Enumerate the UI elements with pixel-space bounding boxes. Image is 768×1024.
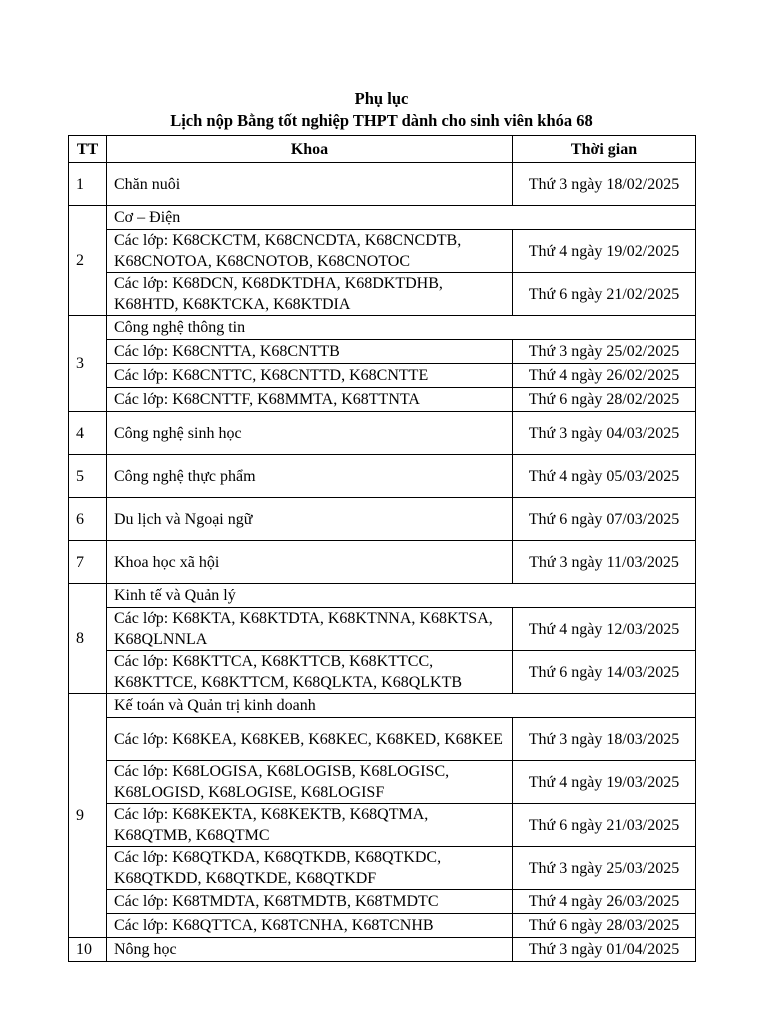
class-list: Các lớp: K68CNTTA, K68CNTTB (107, 340, 513, 364)
table-subrow (69, 364, 696, 388)
submission-date: Thứ 4 ngày 12/03/2025 (513, 608, 696, 651)
row-number: 10 (69, 938, 107, 962)
class-list: Các lớp: K68QTTCA, K68TCNHA, K68TCNHB (107, 914, 513, 938)
table-row (69, 938, 696, 962)
table-subrow (69, 340, 696, 364)
row-number: 5 (69, 455, 107, 498)
submission-date: Thứ 3 ngày 11/03/2025 (513, 541, 696, 584)
table-subrow (69, 230, 696, 273)
column-header-khoa: Khoa (107, 136, 513, 163)
row-number: 9 (69, 694, 107, 938)
row-number: 4 (69, 412, 107, 455)
row-number: 3 (69, 316, 107, 412)
table-subrow (69, 847, 696, 890)
faculty-name: Chăn nuôi (107, 163, 513, 206)
class-list: Các lớp: K68LOGISA, K68LOGISB, K68LOGISC, K68LOGISD, K68LOGISE, K68LOGISF (107, 761, 513, 804)
faculty-name: Kế toán và Quản trị kinh doanh (107, 694, 696, 718)
column-header-time: Thời gian (513, 136, 696, 163)
submission-date: Thứ 6 ngày 07/03/2025 (513, 498, 696, 541)
schedule-table (68, 135, 696, 962)
submission-date: Thứ 6 ngày 28/02/2025 (513, 388, 696, 412)
submission-date: Thứ 3 ngày 25/02/2025 (513, 340, 696, 364)
class-list: Các lớp: K68QTKDA, K68QTKDB, K68QTKDC, K68QTKDD, K68QTKDE, K68QTKDF (107, 847, 513, 890)
submission-date: Thứ 3 ngày 01/04/2025 (513, 938, 696, 962)
row-number: 1 (69, 163, 107, 206)
faculty-name: Kinh tế và Quản lý (107, 584, 696, 608)
faculty-name: Công nghệ sinh học (107, 412, 513, 455)
submission-date: Thứ 4 ngày 05/03/2025 (513, 455, 696, 498)
table-subrow (69, 273, 696, 316)
class-list: Các lớp: K68CNTTC, K68CNTTD, K68CNTTE (107, 364, 513, 388)
submission-date: Thứ 3 ngày 25/03/2025 (513, 847, 696, 890)
submission-date: Thứ 4 ngày 19/02/2025 (513, 230, 696, 273)
table-subrow (69, 761, 696, 804)
submission-date: Thứ 6 ngày 14/03/2025 (513, 651, 696, 694)
class-list: Các lớp: K68DCN, K68DKTDHA, K68DKTDHB, K68HTD, K68KTCKA, K68KTDIA (107, 273, 513, 316)
class-list: Các lớp: K68KEKTA, K68KEKTB, K68QTMA, K68QTMB, K68QTMC (107, 804, 513, 847)
submission-date: Thứ 3 ngày 18/03/2025 (513, 718, 696, 761)
faculty-name: Nông học (107, 938, 513, 962)
table-subrow (69, 914, 696, 938)
table-row (69, 412, 696, 455)
table-row (69, 455, 696, 498)
table-subrow (69, 651, 696, 694)
row-number: 6 (69, 498, 107, 541)
table-row (69, 498, 696, 541)
table-subrow (69, 608, 696, 651)
table-row (69, 316, 696, 340)
submission-date: Thứ 3 ngày 18/02/2025 (513, 163, 696, 206)
class-list: Các lớp: K68KTTCA, K68KTTCB, K68KTTCC, K68KTTCE, K68KTTCM, K68QLKTA, K68QLKTB (107, 651, 513, 694)
submission-date: Thứ 6 ngày 21/03/2025 (513, 804, 696, 847)
table-subrow (69, 718, 696, 761)
class-list: Các lớp: K68TMDTA, K68TMDTB, K68TMDTC (107, 890, 513, 914)
row-number: 2 (69, 206, 107, 316)
table-subrow (69, 890, 696, 914)
faculty-name: Du lịch và Ngoại ngữ (107, 498, 513, 541)
document-header (68, 88, 695, 132)
schedule-title: Lịch nộp Bằng tốt nghiệp THPT dành cho sinh viên khóa 68 (170, 111, 593, 130)
column-header-tt: TT (69, 136, 107, 163)
submission-date: Thứ 4 ngày 19/03/2025 (513, 761, 696, 804)
submission-date: Thứ 4 ngày 26/02/2025 (513, 364, 696, 388)
table-row (69, 694, 696, 718)
appendix-title: Phụ lục (354, 89, 409, 108)
submission-date: Thứ 6 ngày 21/02/2025 (513, 273, 696, 316)
table-row (69, 206, 696, 230)
table-row (69, 541, 696, 584)
class-list: Các lớp: K68CKCTM, K68CNCDTA, K68CNCDTB, K68CNOTOA, K68CNOTOB, K68CNOTOC (107, 230, 513, 273)
row-number: 8 (69, 584, 107, 694)
faculty-name: Công nghệ thực phẩm (107, 455, 513, 498)
submission-date: Thứ 6 ngày 28/03/2025 (513, 914, 696, 938)
class-list: Các lớp: K68CNTTF, K68MMTA, K68TTNTA (107, 388, 513, 412)
table-subrow (69, 804, 696, 847)
row-number: 7 (69, 541, 107, 584)
faculty-name: Công nghệ thông tin (107, 316, 696, 340)
class-list: Các lớp: K68KEA, K68KEB, K68KEC, K68KED, K68KEE (107, 718, 513, 761)
table-header-row (69, 136, 696, 163)
faculty-name: Khoa học xã hội (107, 541, 513, 584)
submission-date: Thứ 3 ngày 04/03/2025 (513, 412, 696, 455)
faculty-name: Cơ – Điện (107, 206, 696, 230)
table-row (69, 584, 696, 608)
class-list: Các lớp: K68KTA, K68KTDTA, K68KTNNA, K68KTSA, K68QLNNLA (107, 608, 513, 651)
table-subrow (69, 388, 696, 412)
submission-date: Thứ 4 ngày 26/03/2025 (513, 890, 696, 914)
table-row (69, 163, 696, 206)
